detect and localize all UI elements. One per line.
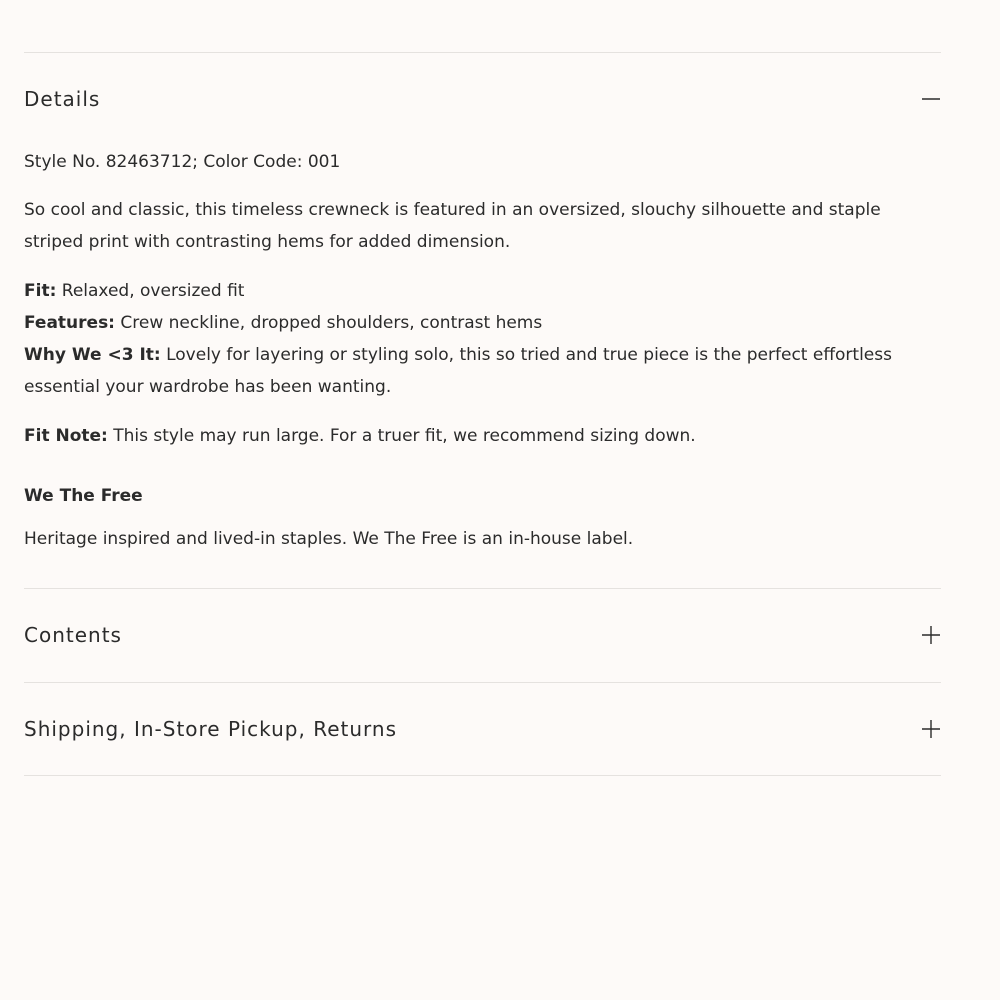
- fit-note-value: This style may run large. For a truer fit, we recommend sizing down.: [107, 426, 696, 446]
- fit-label: Fit:: [24, 281, 57, 301]
- plus-icon[interactable]: [921, 625, 941, 645]
- minus-icon[interactable]: [921, 89, 941, 109]
- fit-note-label: Fit Note:: [24, 426, 108, 446]
- fit-line: [24, 275, 924, 307]
- details-accordion-header[interactable]: [24, 53, 941, 145]
- why-label: Why We <3 It:: [24, 345, 161, 365]
- features-value: Crew neckline, dropped shoulders, contrast hems: [115, 313, 543, 333]
- contents-accordion-header[interactable]: [24, 589, 941, 681]
- why-we-love-it-line: [24, 339, 924, 403]
- product-description: So cool and classic, this timeless crewneck is featured in an oversized, slouchy silhouette and staple striped print with contrasting hems for added dimension.: [24, 200, 881, 252]
- fit-note-line: [24, 420, 924, 452]
- contents-title: Contents: [24, 623, 122, 647]
- features-line: [24, 307, 924, 339]
- brand-heading: [24, 480, 924, 512]
- style-number: Style No. 82463712; Color Code: 001: [24, 152, 341, 172]
- why-value: Lovely for layering or styling solo, this so tried and true piece is the perfect effortless essential your wardrobe has been wanting.: [24, 345, 892, 397]
- shipping-title: Shipping, In-Store Pickup, Returns: [24, 717, 397, 741]
- brand-name: We The Free: [24, 486, 143, 506]
- plus-icon[interactable]: [921, 719, 941, 739]
- details-title: Details: [24, 87, 101, 111]
- features-label: Features:: [24, 313, 115, 333]
- fit-value: Relaxed, oversized fit: [56, 281, 245, 301]
- shipping-accordion-header[interactable]: [24, 683, 941, 775]
- divider: [24, 775, 941, 776]
- brand-description: Heritage inspired and lived-in staples. We The Free is an in-house label.: [24, 529, 634, 549]
